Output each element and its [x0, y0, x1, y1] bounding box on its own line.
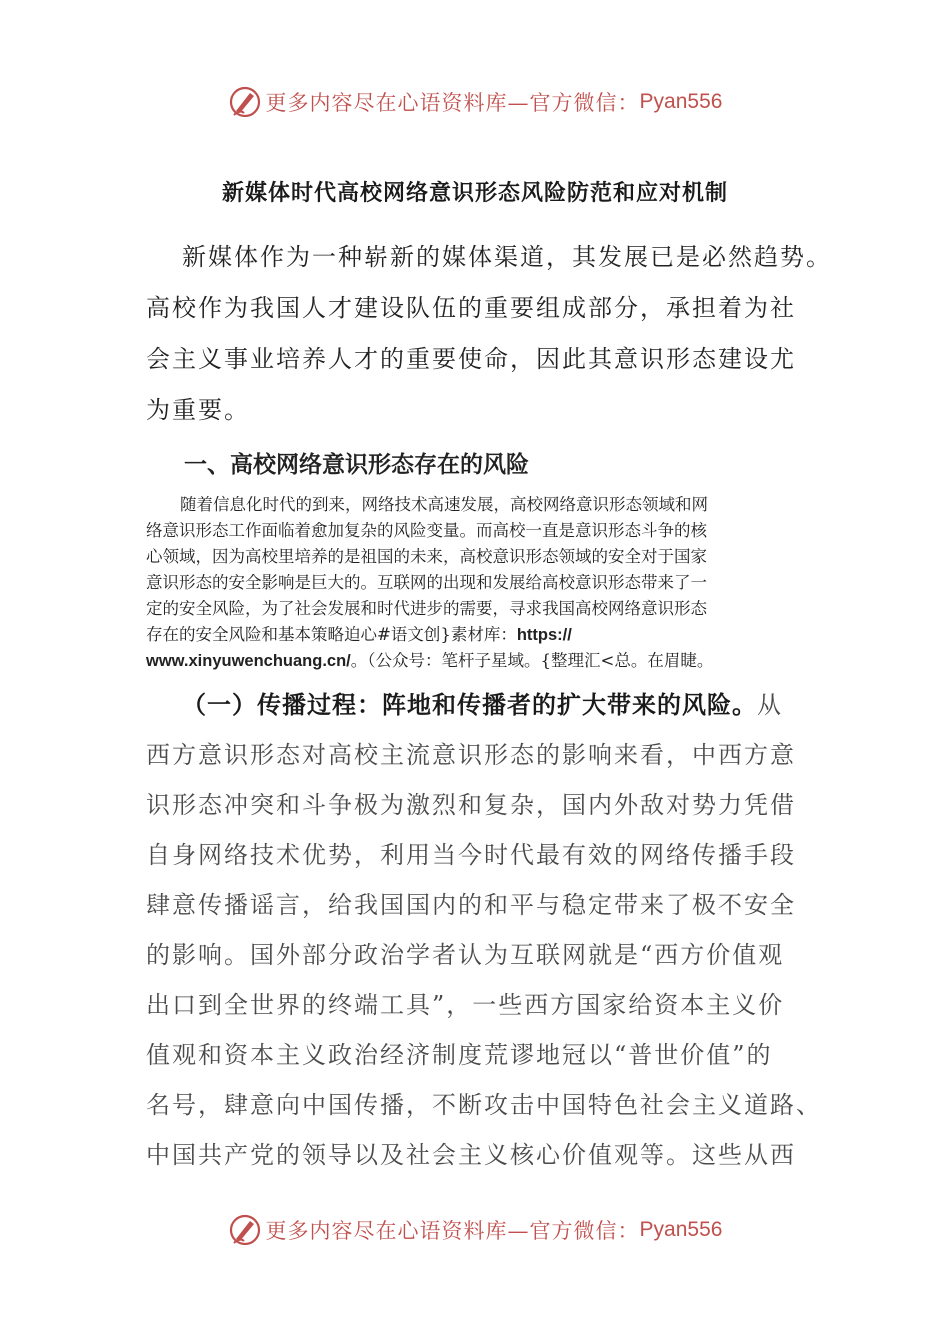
paragraph-line: 西方意识形态对高校主流意识形态的影响来看，中西方意: [146, 741, 796, 769]
source-url: www.xinyuwenchuang.cn/: [146, 652, 351, 670]
paragraph-text: 。（公众号：笔杆子星域。{整理汇<总。在眉睫。: [350, 651, 714, 670]
banner-wechat-id: Pyan556: [639, 1218, 723, 1241]
source-url-part: https://: [516, 626, 572, 644]
pen-seal-icon: [228, 85, 262, 119]
banner-wechat-id: Pyan556: [639, 90, 723, 113]
section-paragraph: [146, 492, 806, 674]
document-title: 新媒体时代高校网络意识形态风险防范和应对机制: [221, 180, 728, 206]
paragraph-line: 值观和资本主义政治经济制度荒谬地冠以“普世价值”的: [146, 1041, 773, 1069]
paragraph-line: 络意识形态工作面临着愈加复杂的风险变量。而高校一直是意识形态斗争的核: [146, 521, 707, 540]
paragraph-line: 中国共产党的领导以及社会主义核心价值观等。这些从西: [146, 1141, 796, 1169]
paragraph-line: 肆意传播谣言，给我国国内的和平与稳定带来了极不安全: [146, 891, 796, 919]
paragraph-line: 随着信息化时代的到来，网络技术高速发展，高校网络意识形态领域和网: [180, 495, 708, 514]
paragraph-text: 存在的安全风险和基本策略迫心#语文创}素材库：: [146, 625, 517, 644]
banner-text: 更多内容尽在心语资料库—官方微信：: [265, 91, 640, 115]
paragraph-line: 心领域，因为高校里培养的是祖国的未来，高校意识形态领域的安全对于国家: [146, 547, 707, 566]
paragraph-line: 识形态冲突和斗争极为激烈和复杂，国内外敌对势力凭借: [146, 791, 796, 819]
paragraph-line: [146, 680, 816, 730]
paragraph-line: 的影响。国外部分政治学者认为互联网就是“西方价值观: [146, 941, 785, 969]
paragraph-text: 从: [757, 691, 783, 719]
intro-paragraph: [146, 232, 832, 436]
banner-text: 更多内容尽在心语资料库—官方微信：: [265, 1219, 640, 1243]
paragraph-line: 名号，肆意向中国传播，不断攻击中国特色社会主义道路、: [146, 1091, 822, 1119]
paragraph-line: 意识形态的安全影响是巨大的。互联网的出现和发展给高校意识形态带来了一: [146, 573, 707, 592]
paragraph-line: [146, 648, 806, 674]
intro-line: 会主义事业培养人才的重要使命，因此其意识形态建设尤: [146, 345, 796, 373]
paragraph-line: 出口到全世界的终端工具”，一些西方国家给资本主义价: [146, 991, 785, 1019]
footer-banner: [0, 1210, 950, 1250]
paragraph-line: [146, 622, 806, 648]
header-banner: [0, 82, 950, 122]
paragraph-line: 定的安全风险，为了社会发展和时代进步的需要，寻求我国高校网络意识形态: [146, 599, 707, 618]
subsection-paragraph: [146, 680, 822, 1180]
pen-seal-icon: [228, 1213, 262, 1247]
intro-line: 为重要。: [146, 396, 250, 424]
section-heading: 一、高校网络意识形态存在的风险: [184, 451, 529, 478]
intro-line: 新媒体作为一种崭新的媒体渠道，其发展已是必然趋势。: [182, 243, 832, 271]
subsection-heading: （一）传播过程：阵地和传播者的扩大带来的风险。: [182, 690, 757, 719]
paragraph-line: 自身网络技术优势，利用当今时代最有效的网络传播手段: [146, 841, 796, 869]
intro-line: 高校作为我国人才建设队伍的重要组成部分，承担着为社: [146, 294, 796, 322]
